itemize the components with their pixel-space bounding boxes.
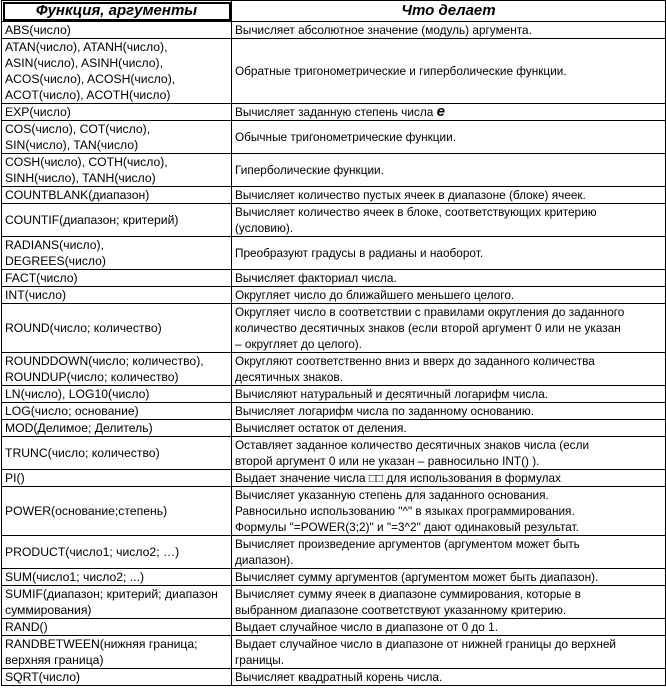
- description-cell[interactable]: [232, 586, 666, 619]
- description-text: [235, 336, 662, 352]
- description-text: [235, 220, 662, 236]
- description-cell[interactable]: [232, 154, 666, 187]
- function-text: TRUNC(число; количество): [5, 446, 160, 460]
- function-text: LN(число), LOG10(число): [5, 387, 150, 401]
- description-line: Преобразуют градусы в радианы и наоборот.: [235, 246, 484, 260]
- description-cell[interactable]: [232, 39, 666, 104]
- function-cell[interactable]: [2, 420, 232, 437]
- function-text: RAND(): [5, 620, 48, 634]
- description-line: Округляет число в соответствии с правилами округления до заданного: [235, 305, 625, 319]
- description-text: [235, 386, 662, 402]
- description-cell[interactable]: [232, 619, 666, 636]
- description-cell[interactable]: [232, 22, 666, 39]
- description-text: [235, 403, 662, 419]
- description-line: Выдает случайное число в диапазоне от 0 до 1.: [235, 620, 498, 634]
- function-text: PRODUCT(число1; число2; …): [5, 545, 180, 559]
- description-line: границы.: [235, 653, 285, 667]
- column-header-description: Что делает: [232, 1, 666, 22]
- description-text: [235, 636, 662, 652]
- function-text: ABS(число): [5, 23, 71, 37]
- function-cell[interactable]: [2, 121, 232, 154]
- table-row: [2, 353, 666, 386]
- description-line: Обычные тригонометрические функции.: [235, 130, 457, 144]
- description-line: – округляет до целого).: [235, 337, 362, 351]
- description-text: [235, 652, 662, 668]
- description-line: Вычисляет заданную степень числа: [235, 105, 434, 119]
- description-line: Вычисляют натуральный и десятичный логарифм числа.: [235, 387, 549, 401]
- description-line: Вычисляет количество пустых ячеек в диапазоне (блоке) ячеек.: [235, 188, 586, 202]
- description-text: [235, 22, 662, 38]
- function-cell[interactable]: [2, 636, 232, 669]
- description-line: десятичных знаков.: [235, 370, 343, 384]
- table-row: [2, 669, 666, 686]
- description-cell[interactable]: [232, 470, 666, 487]
- description-line: Вычисляет факториал числа.: [235, 271, 397, 285]
- function-text: ATAN(число), ATANH(число),: [5, 40, 168, 54]
- description-cell[interactable]: [232, 669, 666, 686]
- description-line: Округляет число до ближайшего меньшего целого.: [235, 288, 515, 302]
- function-text: SUM(число1; число2; ...): [5, 570, 145, 584]
- description-line: Округляют соответственно вниз и вверх до заданного количества: [235, 354, 595, 368]
- description-text: [235, 287, 662, 303]
- description-line: Вычисляет логарифм числа по заданному основанию.: [235, 404, 534, 418]
- function-cell[interactable]: [2, 270, 232, 287]
- description-cell[interactable]: [232, 237, 666, 270]
- description-line: Оставляет заданное количество десятичных знаков числа (если: [235, 438, 590, 452]
- function-text: SINH(число), TANH(число): [5, 171, 156, 185]
- function-text: COS(число), COT(число),: [5, 122, 151, 136]
- function-text: RANDBETWEEN(нижняя граница;: [5, 637, 198, 651]
- function-text: SQRT(число): [5, 670, 81, 684]
- description-line: Равносильно использованию "^" в языках программирования.: [235, 504, 575, 518]
- table-row: [2, 121, 666, 154]
- table-row: [2, 204, 666, 237]
- description-cell[interactable]: [232, 187, 666, 204]
- function-text: DEGREES(число): [5, 254, 106, 268]
- function-cell[interactable]: [2, 353, 232, 386]
- table-row: [2, 420, 666, 437]
- description-line: Вычисляет указанную степень для заданного основания.: [235, 488, 549, 502]
- description-cell[interactable]: [232, 636, 666, 669]
- table-row: [2, 636, 666, 669]
- description-text: [235, 270, 662, 286]
- function-text: ASIN(число), ASINH(число),: [5, 56, 163, 70]
- function-cell[interactable]: [2, 487, 232, 536]
- description-cell[interactable]: [232, 437, 666, 470]
- function-text: ROUNDDOWN(число; количество),: [5, 354, 204, 368]
- description-cell[interactable]: [232, 204, 666, 237]
- function-text: SIN(число), TAN(число): [5, 138, 139, 152]
- description-text: [235, 353, 662, 369]
- description-text: [235, 487, 662, 503]
- function-text: суммирования): [5, 603, 92, 617]
- description-cell[interactable]: [232, 270, 666, 287]
- table-row: [2, 39, 666, 104]
- function-cell[interactable]: [2, 569, 232, 586]
- function-text: ROUNDUP(число; количество): [5, 370, 179, 384]
- table-row: [2, 237, 666, 270]
- table-row: [2, 470, 666, 487]
- description-text: [235, 420, 662, 436]
- table-row: [2, 536, 666, 569]
- function-cell[interactable]: [2, 403, 232, 420]
- function-cell[interactable]: [2, 437, 232, 470]
- table-row: [2, 154, 666, 187]
- description-line: Гиперболические функции.: [235, 163, 384, 177]
- function-cell[interactable]: [2, 304, 232, 353]
- function-cell[interactable]: [2, 22, 232, 39]
- description-line: Выдает значение числа □□ для использования в формулах: [235, 471, 561, 485]
- description-text: [235, 453, 662, 469]
- function-text: FACT(число): [5, 271, 78, 285]
- description-cell[interactable]: [232, 420, 666, 437]
- table-row: [2, 304, 666, 353]
- table-row: [2, 619, 666, 636]
- function-cell[interactable]: [2, 470, 232, 487]
- description-text: [235, 369, 662, 385]
- description-cell[interactable]: [232, 403, 666, 420]
- function-cell[interactable]: [2, 187, 232, 204]
- description-text: [235, 619, 662, 635]
- functions-table: [1, 0, 666, 686]
- function-text: COUNTIF(диапазон; критерий): [5, 213, 179, 227]
- function-text: RADIANS(число),: [5, 238, 104, 252]
- function-cell[interactable]: [2, 386, 232, 403]
- function-cell[interactable]: [2, 154, 232, 187]
- description-cell[interactable]: [232, 536, 666, 569]
- function-cell[interactable]: [2, 104, 232, 121]
- description-line: Вычисляет остаток от деления.: [235, 421, 407, 435]
- table-body: [2, 22, 666, 686]
- description-text: [235, 669, 662, 685]
- description-line: диапазон).: [235, 553, 294, 567]
- function-cell[interactable]: [2, 586, 232, 619]
- description-line: Вычисляет абсолютное значение (модуль) аргумента.: [235, 23, 532, 37]
- function-text: COUNTBLANK(диапазон): [5, 188, 150, 202]
- table-row: [2, 187, 666, 204]
- description-cell[interactable]: [232, 569, 666, 586]
- description-text: [235, 536, 662, 552]
- description-text: [235, 129, 662, 145]
- description-cell[interactable]: [232, 386, 666, 403]
- table-row: [2, 270, 666, 287]
- description-line: Вычисляет произведение аргументов (аргументом может быть: [235, 537, 580, 551]
- description-text: [235, 586, 662, 602]
- function-cell[interactable]: [2, 39, 232, 104]
- function-cell[interactable]: [2, 619, 232, 636]
- table-header-row: [2, 1, 666, 22]
- description-text: [235, 162, 662, 178]
- function-text: PI(): [5, 471, 25, 485]
- description-line: количество десятичных знаков (если второй аргумент 0 или не указан: [235, 321, 621, 335]
- description-text: [235, 569, 662, 585]
- description-text: [235, 503, 662, 519]
- description-text: [235, 245, 662, 261]
- description-text: [235, 204, 662, 220]
- description-text: [235, 304, 662, 320]
- description-line: Вычисляет сумму ячеек в диапазоне суммирования, которые в: [235, 587, 581, 601]
- table-row: [2, 437, 666, 470]
- function-text: SUMIF(диапазон; критерий; диапазон: [5, 587, 218, 601]
- description-cell[interactable]: [232, 353, 666, 386]
- description-text: [235, 104, 662, 120]
- description-text: [235, 437, 662, 453]
- description-text: [235, 63, 662, 79]
- table-row: [2, 386, 666, 403]
- function-text: LOG(число; основание): [5, 404, 139, 418]
- table-row: [2, 22, 666, 39]
- function-text: ACOS(число), ACOSH(число),: [5, 72, 176, 86]
- euler-number-symbol: e: [436, 103, 445, 120]
- description-text: [235, 320, 662, 336]
- function-text: ACOT(число), ACOTH(число): [5, 88, 171, 102]
- description-line: Обратные тригонометрические и гиперболические функции.: [235, 64, 567, 78]
- table-row: [2, 487, 666, 536]
- description-text: [235, 519, 662, 535]
- description-line: (условию).: [235, 221, 294, 235]
- table-row: [2, 104, 666, 121]
- description-cell[interactable]: [232, 104, 666, 121]
- column-header-function[interactable]: Функция, аргументы: [2, 1, 232, 22]
- function-cell[interactable]: [2, 204, 232, 237]
- function-text: MOD(Делимое; Делитель): [5, 421, 153, 435]
- table-row: [2, 287, 666, 304]
- description-line: Вычисляет сумму аргументов (аргументом может быть диапазон).: [235, 570, 599, 584]
- table-row: [2, 569, 666, 586]
- function-text: POWER(основание;степень): [5, 504, 168, 518]
- function-cell[interactable]: [2, 287, 232, 304]
- description-line: выбранном диапазоне соответствуют указанному критерию.: [235, 603, 567, 617]
- description-line: Вычисляет квадратный корень числа.: [235, 670, 443, 684]
- table-row: [2, 586, 666, 619]
- function-text: INT(число): [5, 288, 67, 302]
- function-text: COSH(число), COTH(число),: [5, 155, 168, 169]
- function-cell[interactable]: [2, 669, 232, 686]
- description-line: Вычисляет количество ячеек в блоке, соответствующих критерию: [235, 205, 597, 219]
- description-text: [235, 187, 662, 203]
- description-line: Выдает случайное число в диапазоне от нижней границы до верхней: [235, 637, 616, 651]
- description-cell[interactable]: [232, 487, 666, 536]
- function-text: ROUND(число; количество): [5, 321, 162, 335]
- description-text: [235, 470, 662, 486]
- function-text: EXP(число): [5, 105, 71, 119]
- description-text: [235, 602, 662, 618]
- description-line: второй аргумент 0 или не указан – равносильно INT() ).: [235, 454, 540, 468]
- description-cell[interactable]: [232, 304, 666, 353]
- description-cell[interactable]: [232, 287, 666, 304]
- function-text: верхняя граница): [5, 653, 104, 667]
- description-text: [235, 552, 662, 568]
- description-line: Формулы "=POWER(3;2)" и "=3^2" дают одинаковый результат.: [235, 520, 579, 534]
- function-cell[interactable]: [2, 237, 232, 270]
- table-row: [2, 403, 666, 420]
- description-cell[interactable]: [232, 121, 666, 154]
- function-cell[interactable]: [2, 536, 232, 569]
